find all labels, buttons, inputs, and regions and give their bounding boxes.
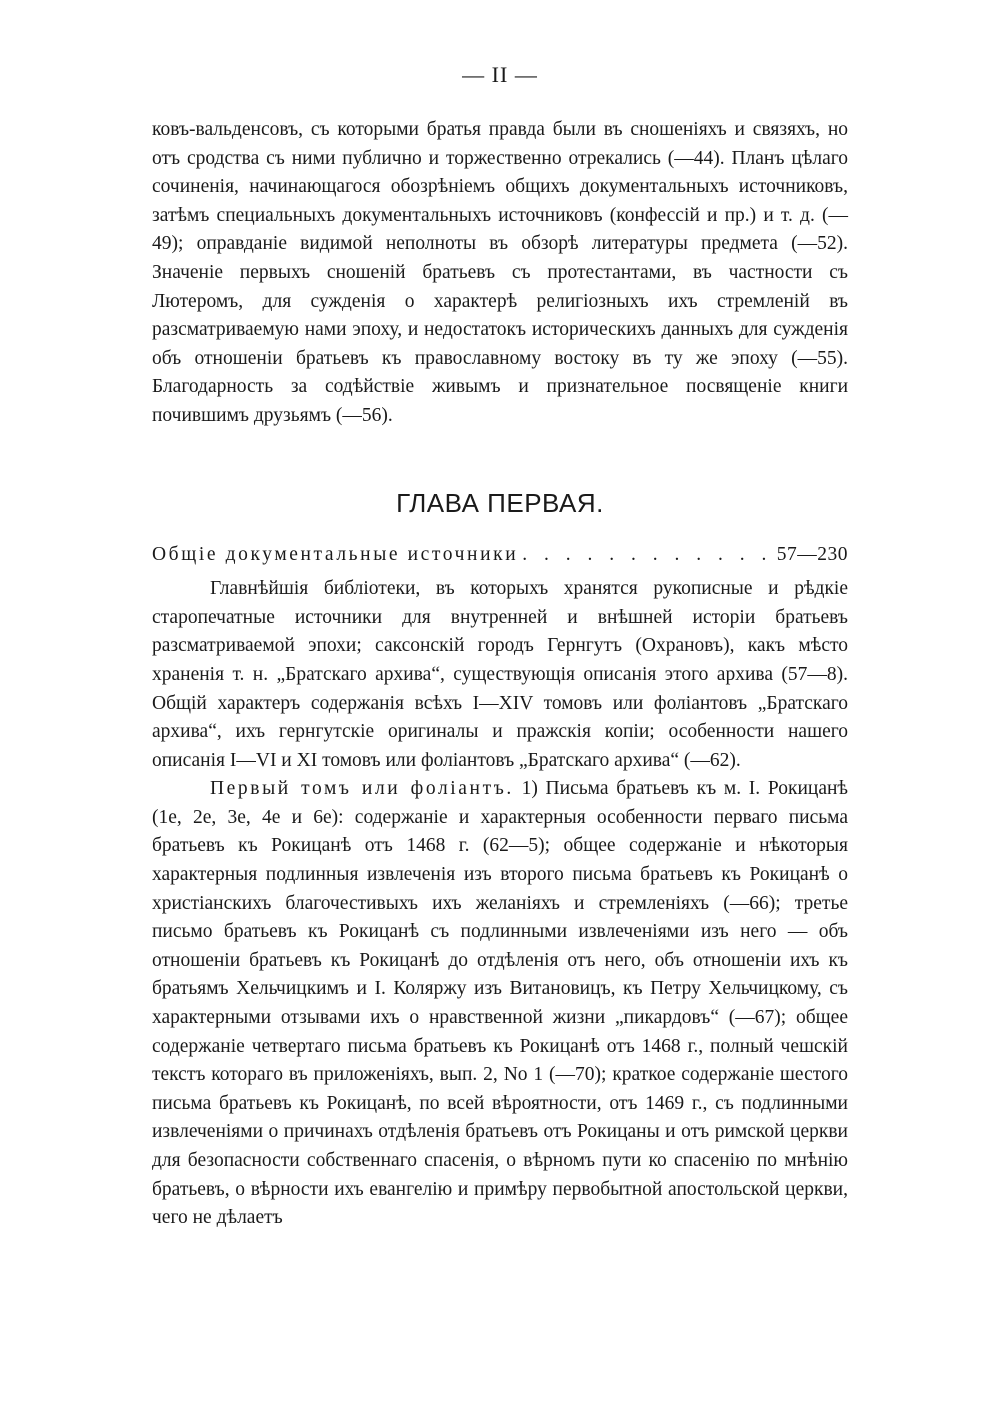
page-number: — II — bbox=[462, 62, 538, 87]
toc-leader-dots bbox=[518, 541, 777, 570]
paragraph-first-volume bbox=[152, 775, 848, 1233]
toc-entry bbox=[152, 541, 848, 570]
intro-paragraph: ковъ-вальденсовъ, съ которыми братья правда были въ сношеніяхъ и связяхъ, но отъ сродства съ ними публично и торжественно отрекались (—44). Планъ цѣлаго сочиненія, начинающагося обозрѣніемъ общихъ документальныхъ источниковъ, затѣмъ специальныхъ документальныхъ источниковъ (конфессій и пр.) и т. д. (—49); оправданіе видимой неполноты въ обзорѣ литературы предмета (—52). Значеніе первыхъ сношеній братьевъ съ протестантами, въ частности съ Лютеромъ, для сужденія о характерѣ религіозныхъ ихъ стремленій въ разсматриваемую нами эпоху, и недостатокъ историческихъ данныхъ для сужденія объ отношеніи братьевъ къ православному востоку въ ту же эпоху (—55). Благодарность за содѣйствіе живымъ и признательное посвященіе книги почившимъ друзьямъ (—56). bbox=[152, 119, 848, 426]
page-content bbox=[152, 116, 848, 1233]
first-volume-heading: Первый томъ или фоліантъ. bbox=[210, 778, 514, 800]
chapter-title: ГЛАВА ПЕРВАЯ. bbox=[396, 487, 604, 518]
paragraph-libraries: Главнѣйшія библіотеки, въ которыхъ хранятся рукописные и рѣдкіе старопечатные источники для внутренней и внѣшней исторіи братьевъ разсматриваемой эпохи; саксонскій городъ Гернгутъ (Охрановъ), какъ мѣсто храненія т. н. „Братскаго архива“, существующія описанія этого архива (57—8). Общій характеръ содержанія всѣхъ I—XIV томовъ или фоліантовъ „Братскаго архива“, ихъ гернгутскіе оригиналы и пражскія копіи; особенности нашего описанія I—VI и XI томовъ или фоліантовъ „Братскаго архива“ (—62). bbox=[152, 578, 848, 771]
first-volume-text: 1) Письма братьевъ къ м. І. Рокицанѣ (1е, 2е, 3е, 4е и 6е): содержаніе и характерныя особенности перваго письма братьевъ къ Рокицанѣ отъ 1468 г. (62—5); общее содержаніе и нѣкоторыя характерныя подлинныя извлеченія изъ второго письма братьевъ къ Рокицанѣ о христіанскихъ благочестивыхъ ихъ желаніяхъ и стремленіяхъ (—66); третье письмо братьевъ къ Рокицанѣ съ подлинными извлеченіями изъ него — объ отношеніи братьевъ къ Рокицанѣ до отдѣленія отъ него, объ отношеніи ихъ къ братьямъ Хельчицкимъ и І. Коляржу изъ Витановицъ, къ Петру Хельчицкому, съ характерными отзывами ихъ о нравственной жизни „пикардовъ“ (—67); общее содержаніе четвертаго письма братьевъ къ Рокицанѣ отъ 1468 г., полный чешскій текстъ котораго въ приложеніяхъ, вып. 2, No 1 (—70); краткое содержаніе шестого письма братьевъ къ Рокицанѣ, по всей вѣроятности, отъ 1469 г., съ подлинными извлеченіями о причинахъ отдѣленія братьевъ отъ Рокицаны и отъ римской церкви для безопасности собственнаго спасенія, о вѣрномъ пути ко спасенію по мнѣнію братьевъ, о вѣрности ихъ евангелію и примѣру первобытной апостольской церкви, чего не дѣлаетъ bbox=[152, 778, 848, 1229]
toc-entry-pages: 57—230 bbox=[776, 543, 848, 565]
toc-entry-label: Общіе документальные источники bbox=[152, 543, 519, 565]
